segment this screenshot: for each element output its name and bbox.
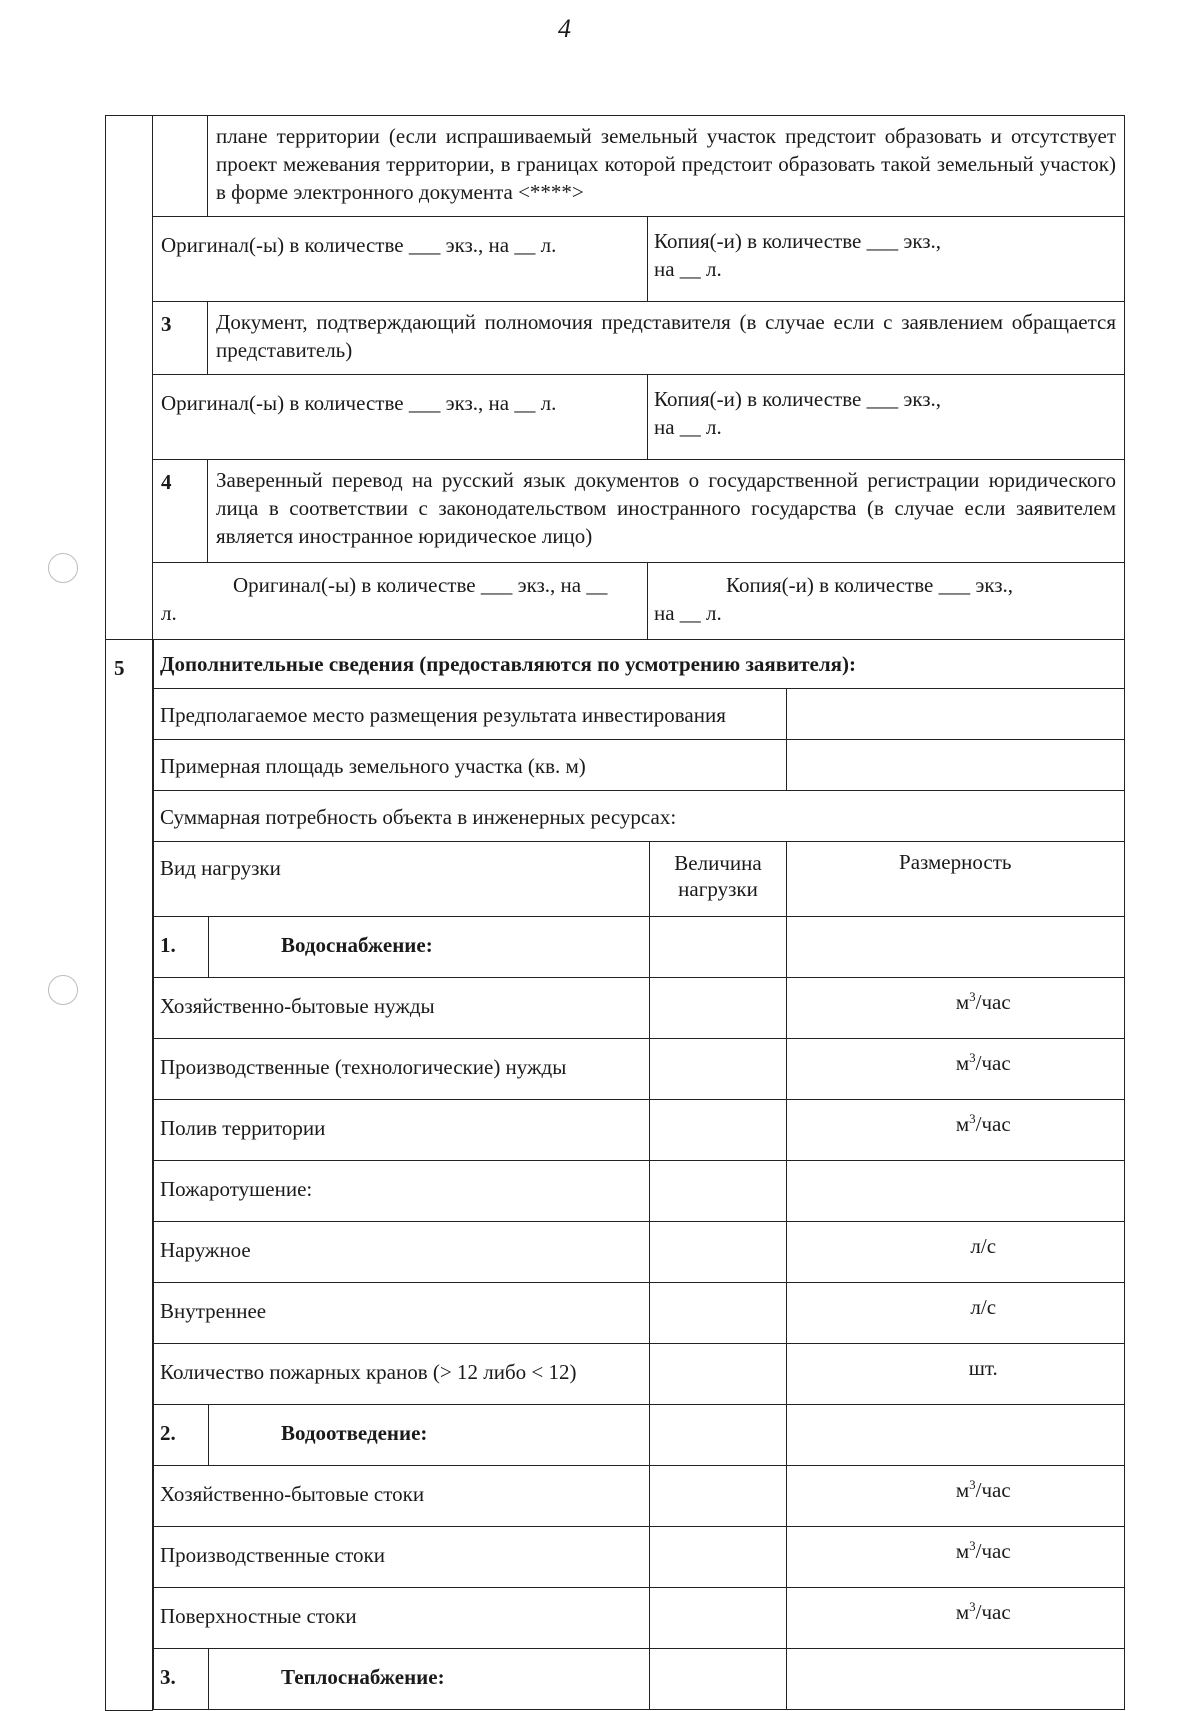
punch-hole-bottom bbox=[48, 975, 78, 1005]
resource-row bbox=[154, 1588, 1125, 1649]
resource-unit bbox=[787, 1161, 1125, 1222]
section-5-title: Дополнительные сведения (предоставляются по усмотрению заявителя): bbox=[154, 640, 1125, 689]
resource-unit bbox=[787, 1527, 1125, 1588]
item-4-copy-line1: Копия(-и) в количестве ___ экз., bbox=[726, 573, 1014, 597]
resource-label: Хозяйственно-бытовые стоки bbox=[154, 1466, 650, 1527]
resource-row bbox=[154, 1466, 1125, 1527]
resource-row bbox=[154, 1222, 1125, 1283]
item-3-copy-count bbox=[648, 375, 1125, 460]
section-5-number: 5 bbox=[106, 640, 153, 1711]
unit-base: л/с bbox=[970, 1234, 997, 1258]
group-value[interactable] bbox=[650, 917, 787, 978]
resource-unit bbox=[787, 1344, 1125, 1405]
header-unit: Размерность bbox=[787, 842, 1125, 917]
location-value[interactable] bbox=[787, 689, 1125, 740]
unit-rest: /час bbox=[975, 1051, 1011, 1075]
resource-unit bbox=[787, 978, 1125, 1039]
section-5-row bbox=[106, 640, 1125, 1711]
unit-base: м bbox=[955, 1112, 970, 1136]
resource-label: Наружное bbox=[154, 1222, 650, 1283]
item-4-number: 4 bbox=[153, 460, 208, 563]
prev-copy-count bbox=[648, 217, 1125, 302]
item-4-original-line1: Оригинал(-ы) в количестве ___ экз., на __ bbox=[233, 573, 608, 597]
resource-label: Пожаротушение: bbox=[154, 1161, 650, 1222]
resource-row bbox=[154, 978, 1125, 1039]
unit-base: шт. bbox=[968, 1356, 998, 1380]
group-header-row bbox=[154, 1649, 1125, 1710]
resource-value[interactable] bbox=[650, 1100, 787, 1161]
unit-base: м bbox=[955, 1539, 970, 1563]
unit-rest: /час bbox=[975, 990, 1011, 1014]
item-4-copy-count bbox=[648, 563, 1125, 640]
group-header-row bbox=[154, 917, 1125, 978]
prev-item-text: плане территории (если испрашиваемый земельный участок предстоит образовать и отсутствует проект межевания территории, в границах которой предстоит образовать такой земельный участок) в форме электронного документа <****> bbox=[208, 116, 1125, 217]
resource-unit bbox=[787, 1283, 1125, 1344]
resource-label: Производственные (технологические) нужды bbox=[154, 1039, 650, 1100]
item-3-original-count: Оригинал(-ы) в количестве ___ экз., на __ л. bbox=[153, 375, 648, 460]
area-label: Примерная площадь земельного участка (кв. м) bbox=[154, 740, 787, 791]
resources-header-row bbox=[154, 842, 1125, 917]
location-label: Предполагаемое место размещения результата инвестирования bbox=[154, 689, 787, 740]
group-unit bbox=[787, 1405, 1125, 1466]
group-title: Водоснабжение: bbox=[209, 917, 650, 978]
resource-row bbox=[154, 1527, 1125, 1588]
unit-rest: /час bbox=[975, 1539, 1011, 1563]
item-3-copies-row bbox=[106, 375, 1125, 460]
resource-value[interactable] bbox=[650, 1283, 787, 1344]
item-4-text: Заверенный перевод на русский язык документов о государственной регистрации юридического лица в соответствии с законодательством иностранного государства (в случае если заявителем является иностранное юридическое лицо) bbox=[208, 460, 1125, 563]
unit-exponent: 3 bbox=[969, 989, 976, 1004]
resource-label: Хозяйственно-бытовые нужды bbox=[154, 978, 650, 1039]
group-title: Теплоснабжение: bbox=[209, 1649, 650, 1710]
group-unit bbox=[787, 1649, 1125, 1710]
group-number: 2. bbox=[154, 1405, 209, 1466]
resource-unit bbox=[787, 1100, 1125, 1161]
unit-exponent: 3 bbox=[969, 1050, 976, 1065]
resource-unit bbox=[787, 1039, 1125, 1100]
item-3-copy-line1: Копия(-и) в количестве ___ экз., bbox=[654, 387, 942, 411]
prev-copy-line2: на __ л. bbox=[654, 257, 722, 281]
item-3-number: 3 bbox=[153, 302, 208, 375]
group-number: 3. bbox=[154, 1649, 209, 1710]
prev-item-row bbox=[106, 116, 1125, 217]
unit-rest: /час bbox=[975, 1478, 1011, 1502]
group-value[interactable] bbox=[650, 1405, 787, 1466]
item-4-copies-row bbox=[106, 563, 1125, 640]
resource-label: Внутреннее bbox=[154, 1283, 650, 1344]
resources-label: Суммарная потребность объекта в инженерных ресурсах: bbox=[154, 791, 1125, 842]
page-number: 4 bbox=[558, 14, 571, 43]
header-load-value: Величина нагрузки bbox=[650, 842, 787, 917]
unit-exponent: 3 bbox=[969, 1599, 976, 1614]
item-4-row bbox=[106, 460, 1125, 563]
item-3-copy-line2: на __ л. bbox=[654, 415, 722, 439]
punch-hole-top bbox=[48, 553, 78, 583]
resource-row bbox=[154, 1039, 1125, 1100]
resource-row bbox=[154, 1100, 1125, 1161]
resource-unit bbox=[787, 1222, 1125, 1283]
unit-base: м bbox=[955, 1051, 970, 1075]
group-value[interactable] bbox=[650, 1649, 787, 1710]
resource-unit bbox=[787, 1588, 1125, 1649]
resource-value[interactable] bbox=[650, 1527, 787, 1588]
resource-label: Производственные стоки bbox=[154, 1527, 650, 1588]
resource-value[interactable] bbox=[650, 1466, 787, 1527]
additional-info-table bbox=[153, 640, 1125, 1710]
area-value[interactable] bbox=[787, 740, 1125, 791]
prev-item-copies-row bbox=[106, 217, 1125, 302]
header-load-type: Вид нагрузки bbox=[154, 842, 650, 917]
resource-label: Полив территории bbox=[154, 1100, 650, 1161]
group-number: 1. bbox=[154, 917, 209, 978]
item-3-text: Документ, подтверждающий полномочия представителя (в случае если с заявлением обращается представитель) bbox=[208, 302, 1125, 375]
resource-unit bbox=[787, 1466, 1125, 1527]
unit-rest: /час bbox=[975, 1600, 1011, 1624]
resource-value[interactable] bbox=[650, 1222, 787, 1283]
resource-value[interactable] bbox=[650, 1588, 787, 1649]
resource-label: Количество пожарных кранов (> 12 либо < 12) bbox=[154, 1344, 650, 1405]
item-3-row bbox=[106, 302, 1125, 375]
unit-exponent: 3 bbox=[969, 1477, 976, 1492]
unit-base: м bbox=[955, 990, 970, 1014]
group-unit bbox=[787, 917, 1125, 978]
group-title: Водоотведение: bbox=[209, 1405, 650, 1466]
resource-row bbox=[154, 1283, 1125, 1344]
unit-exponent: 3 bbox=[969, 1538, 976, 1553]
item-4-copy-line2: на __ л. bbox=[654, 601, 722, 625]
unit-base: м bbox=[955, 1478, 970, 1502]
resource-value[interactable] bbox=[650, 1161, 787, 1222]
unit-exponent: 3 bbox=[969, 1111, 976, 1126]
group-header-row bbox=[154, 1405, 1125, 1466]
prev-original-count: Оригинал(-ы) в количестве ___ экз., на __ л. bbox=[153, 217, 648, 302]
unit-base: м bbox=[955, 1600, 970, 1624]
unit-rest: /час bbox=[975, 1112, 1011, 1136]
unit-base: л/с bbox=[970, 1295, 997, 1319]
resource-row bbox=[154, 1161, 1125, 1222]
resource-groups bbox=[154, 917, 1125, 1710]
item-4-original-count bbox=[153, 563, 648, 640]
resource-value[interactable] bbox=[650, 978, 787, 1039]
resource-label: Поверхностные стоки bbox=[154, 1588, 650, 1649]
resource-value[interactable] bbox=[650, 1039, 787, 1100]
item-4-original-line2: л. bbox=[161, 601, 177, 625]
application-form-table bbox=[105, 115, 1125, 1711]
resource-row bbox=[154, 1344, 1125, 1405]
prev-copy-line1: Копия(-и) в количестве ___ экз., bbox=[654, 229, 942, 253]
resource-value[interactable] bbox=[650, 1344, 787, 1405]
